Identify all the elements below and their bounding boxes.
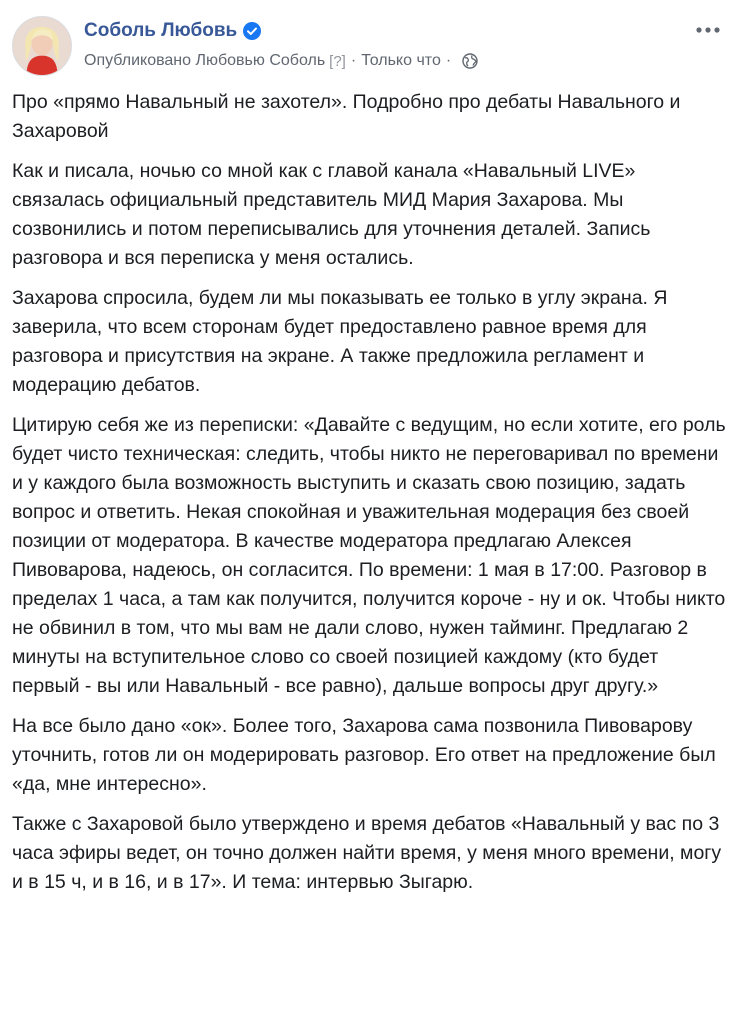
- more-options-icon[interactable]: [692, 18, 724, 42]
- globe-icon[interactable]: [462, 53, 478, 69]
- post-paragraph: Как и писала, ночью со мной как с главой канала «Навальный LIVE» связалась официальный представитель МИД Мария Захарова. Мы созвонились и потом переписывались для уточнения деталей. Запись разговора и вся переписка у меня остались.: [12, 160, 651, 269]
- help-link[interactable]: [?]: [329, 52, 346, 70]
- post-paragraph: Про «прямо Навальный не захотел». Подробно про дебаты Навального и Захаровой: [12, 91, 681, 142]
- post-paragraph: Цитирую себя же из переписки: «Давайте с ведущим, но если хотите, его роль будет чисто техническая: следить, чтобы никто не переговаривал по времени и у каждого была возможность выступить и сказать свою позицию, задать вопрос и ответить. Некая спокойная и уважительная модерация без своей позиции от модератора. В качестве модератора предлагаю Алексея Пивоварова, надеюсь, он согласится. По времени: 1 мая в 17:00. Разговор в пределах 1 часа, а там как получится, получится короче - ну и ок. Чтобы никто не обвинил в том, что мы вам не дали слово, нужен тайминг. Предлагаю 2 минуты на вступительное слово со своей позицией каждому (кто будет первый - вы или Навальный - все равно), дальше вопросы друг другу.»: [12, 414, 726, 697]
- post-paragraph: Также с Захаровой было утверждено и время дебатов «Навальный у вас по 3 часа эфиры ведет, он точно должен найти время, у меня много времени, могу и в 15 ч, и в 16, и в 17». И тема: интервью Зыгарю.: [12, 813, 722, 893]
- post-header: [12, 14, 726, 78]
- post-paragraph: Захарова спросила, будем ли мы показывать ее только в углу экрана. Я заверила, что всем сторонам будет предоставлено равное время для разговора и присутствия на экране. А также предложила регламент и модерацию дебатов.: [12, 287, 668, 396]
- avatar[interactable]: [12, 16, 72, 76]
- post-paragraph: На все было дано «ок». Более того, Захарова сама позвонила Пивоварову уточнить, готов ли он модерировать разговор. Его ответ на предложение был «да, мне интересно».: [12, 715, 716, 795]
- post-timestamp[interactable]: Только что: [361, 52, 441, 69]
- meta-separator: ·: [350, 52, 357, 69]
- author-name[interactable]: Соболь Любовь: [84, 20, 238, 41]
- author-line: [84, 20, 261, 42]
- published-by-text: Опубликовано Любовью Соболь: [84, 52, 326, 69]
- verified-badge-icon: [243, 22, 261, 40]
- post-meta: [84, 52, 478, 70]
- meta-separator: ·: [445, 52, 452, 69]
- post-body: [12, 88, 728, 908]
- avatar-image: [13, 17, 71, 75]
